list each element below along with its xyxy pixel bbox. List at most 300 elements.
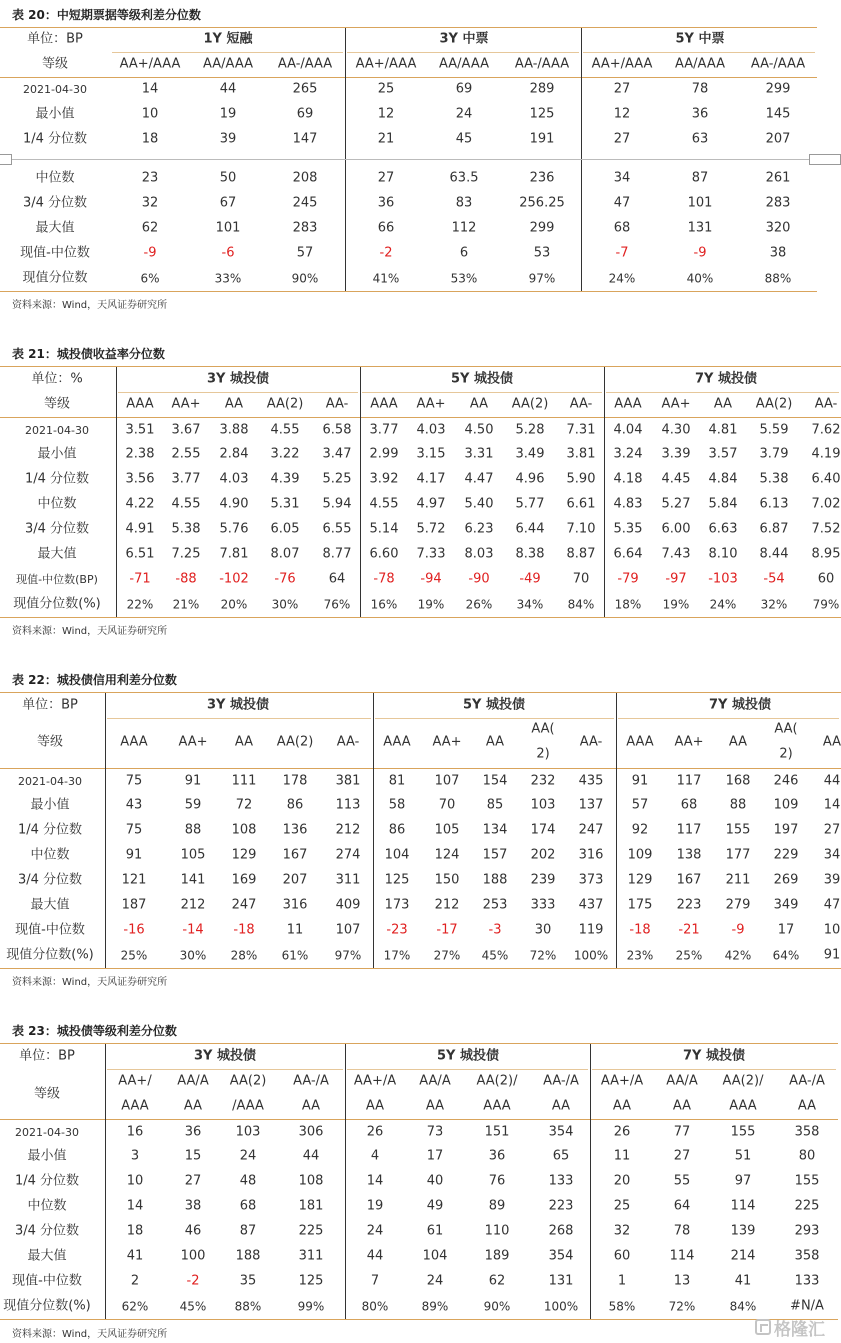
table-cell: 4.18 [613, 471, 643, 487]
table-cell: 5.90 [566, 471, 596, 487]
table-cell: 14 [126, 1198, 144, 1214]
table-cell: 10 [126, 1173, 144, 1189]
table-cell: 5.38 [171, 521, 201, 537]
table-cell: 91 [184, 773, 202, 789]
table-cell: 151 [484, 1124, 510, 1140]
table-cell: -49 [519, 571, 541, 587]
table-cell: 27 [673, 1148, 691, 1164]
table-cell: 20 [613, 1173, 631, 1189]
table-cell: 3.77 [369, 422, 399, 438]
table-cell: 212 [180, 897, 206, 913]
table-cell: 197 [773, 822, 799, 838]
group-header: 7Y 城投债 [683, 1048, 745, 1064]
table-cell: 311 [335, 872, 361, 888]
table-cell: 261 [765, 170, 791, 186]
table-cell: 80% [361, 1299, 389, 1314]
table-cell: -103 [708, 571, 738, 587]
table-cell: 6.60 [369, 546, 399, 562]
table-top-rule [0, 1043, 838, 1044]
header-bottom-rule [0, 1119, 838, 1120]
column-header-line: AA+/A [353, 1073, 397, 1089]
table-cell: 108 [298, 1173, 324, 1189]
table-cell: -23 [386, 922, 408, 938]
table-cell: 18 [126, 1223, 144, 1239]
table-cell: 150 [434, 872, 460, 888]
table-cell: 3.22 [270, 446, 300, 462]
column-header-line: AA/A [666, 1073, 698, 1089]
group-underline [375, 718, 614, 719]
table-cell: 212 [335, 822, 361, 838]
table-cell: 4.91 [125, 521, 155, 537]
table-cell: 62 [488, 1273, 506, 1289]
table-cell: 6.87 [759, 521, 789, 537]
table-cell: 88% [234, 1299, 262, 1314]
table-cell: 47 [613, 195, 631, 211]
table-cell: 66 [377, 220, 395, 236]
table-cell: 3.49 [515, 446, 545, 462]
table-cell: 2.38 [125, 446, 155, 462]
column-header-line: AA [425, 1098, 445, 1114]
table-cell: 78 [691, 81, 709, 97]
column-header: AA- [579, 734, 603, 750]
column-header-line: AA [672, 1098, 692, 1114]
group-header: 5Y 中票 [675, 31, 725, 47]
group-header: 3Y 城投债 [207, 697, 269, 713]
row-label: 现值-中位数 [15, 922, 85, 938]
table-title: 表 20：中短期票据等级利差分位数 [12, 8, 201, 22]
table-cell: -14 [182, 922, 204, 938]
column-header: AA- [569, 396, 593, 412]
table-cell: 8.38 [515, 546, 545, 562]
table-cell: -2 [379, 245, 393, 261]
column-header-line: 2) [536, 746, 550, 762]
table-cell: 105 [434, 822, 460, 838]
column-header: AA [822, 734, 841, 750]
table-cell: 7.25 [171, 546, 201, 562]
table-cell: 155 [794, 1173, 820, 1189]
column-divider [604, 367, 605, 617]
column-header: AA+ [416, 396, 446, 412]
table-cell: 4.45 [661, 471, 691, 487]
table-cell: 44 [366, 1248, 384, 1264]
table-cell: 4.22 [125, 496, 155, 512]
table-cell: 256.25 [519, 195, 565, 211]
table-cell: 265 [292, 81, 318, 97]
table-cell: 4.55 [171, 496, 201, 512]
row-label: 现值-中位数 [20, 245, 90, 261]
table-cell: 63 [691, 131, 709, 147]
table-cell: 239 [530, 872, 556, 888]
table-cell: 279 [725, 897, 751, 913]
table-cell: 68 [239, 1198, 257, 1214]
table-cell: 45 [455, 131, 473, 147]
table-top-rule [0, 692, 841, 693]
table-cell: 86 [286, 797, 304, 813]
table-cell: 4.17 [416, 471, 446, 487]
table-cell: 101 [687, 195, 713, 211]
table-cell: 4.83 [613, 496, 643, 512]
table-cell: 121 [121, 872, 147, 888]
table-cell: 80 [798, 1148, 816, 1164]
table-cell: 7.43 [661, 546, 691, 562]
source-note: 资料来源：Wind，天风证券研究所 [12, 626, 168, 637]
table-cell: 27 [823, 822, 841, 838]
table-cell: 104 [422, 1248, 448, 1264]
table-cell: 6.51 [125, 546, 155, 562]
column-header-line: AAA [729, 1098, 757, 1114]
column-header-line: AA(2)/ [722, 1073, 764, 1089]
grade-label: 等级 [36, 734, 64, 750]
page-break-line [0, 159, 841, 160]
table-cell: 19 [219, 106, 237, 122]
watermark-logo-icon [755, 1319, 771, 1335]
row-label: 现值分位数 [22, 270, 88, 286]
table-cell: 22% [126, 597, 154, 612]
unit-label: 单位：BP [22, 697, 78, 713]
table-cell: 24 [426, 1273, 444, 1289]
table-cell: 133 [794, 1273, 820, 1289]
table-cell: 27 [184, 1173, 202, 1189]
table-cell: 27 [377, 170, 395, 186]
table-cell: 68 [613, 220, 631, 236]
table-cell: 32% [760, 597, 788, 612]
table-cell: 246 [773, 773, 799, 789]
table-cell: 381 [335, 773, 361, 789]
column-header-line: AA [183, 1098, 203, 1114]
table-cell: 21 [377, 131, 395, 147]
table-cell: 154 [482, 773, 508, 789]
table-cell: 49 [426, 1198, 444, 1214]
table-cell: 232 [530, 773, 556, 789]
table-cell: 18% [614, 597, 642, 612]
table-title: 表 22：城投债信用利差分位数 [12, 673, 177, 687]
table-cell: 99% [297, 1299, 325, 1314]
table-cell: 268 [548, 1223, 574, 1239]
column-divider [345, 1044, 346, 1319]
row-label: 2021-04-30 [18, 775, 82, 789]
table-cell: 208 [292, 170, 318, 186]
table-cell: 23 [141, 170, 159, 186]
table-cell: 100 [180, 1248, 206, 1264]
table-cell: 79% [812, 597, 840, 612]
table-cell: 76 [488, 1173, 506, 1189]
table-cell: -102 [219, 571, 249, 587]
table-cell: 65 [552, 1148, 570, 1164]
table-cell: 145 [765, 106, 791, 122]
column-header: AAA [120, 734, 148, 750]
table-cell: 85 [486, 797, 504, 813]
table-cell: 4.55 [369, 496, 399, 512]
table-cell: 6.23 [464, 521, 494, 537]
table-cell: 373 [578, 872, 604, 888]
table-cell: 283 [292, 220, 318, 236]
table-cell: 6.00 [661, 521, 691, 537]
table-cell: 34 [613, 170, 631, 186]
table-bottom-rule [0, 1319, 838, 1320]
column-header: AA-/AAA [277, 56, 333, 72]
table-cell: 5.94 [322, 496, 352, 512]
row-label: 2021-04-30 [23, 83, 87, 97]
header-bottom-rule [0, 768, 841, 769]
table-cell: 104 [384, 847, 410, 863]
table-cell: 5.40 [464, 496, 494, 512]
column-header: AAA [626, 734, 654, 750]
row-label: 3/4 分位数 [17, 872, 83, 888]
table-cell: 2.84 [219, 446, 249, 462]
table-cell: 299 [529, 220, 555, 236]
table-cell: 97% [334, 948, 362, 963]
table-cell: 61% [281, 948, 309, 963]
table-cell: 10 [141, 106, 159, 122]
table-cell: 53% [450, 271, 478, 286]
table-cell: 105 [180, 847, 206, 863]
column-header: AA+ [432, 734, 462, 750]
column-header: AAA [126, 396, 154, 412]
table-cell: 141 [180, 872, 206, 888]
table-cell: 75 [125, 822, 143, 838]
table-cell: 26 [613, 1124, 631, 1140]
source-note: 资料来源：Wind，天风证券研究所 [12, 300, 168, 311]
table-cell: 117 [676, 773, 702, 789]
row-label: 最小值 [37, 446, 77, 462]
column-header: AA [485, 734, 505, 750]
table-cell: 42% [724, 948, 752, 963]
group-underline [118, 392, 358, 393]
table-cell: 354 [548, 1124, 574, 1140]
table-cell: 4.55 [270, 422, 300, 438]
table-cell: -9 [693, 245, 707, 261]
table-cell: 88 [184, 822, 202, 838]
table-cell: 4.97 [416, 496, 446, 512]
table-cell: 136 [282, 822, 308, 838]
table-cell: 269 [773, 872, 799, 888]
column-divider [116, 367, 117, 617]
table-cell: 5.76 [219, 521, 249, 537]
column-header: AA+ [171, 396, 201, 412]
table-cell: 131 [548, 1273, 574, 1289]
table-cell: 45% [481, 948, 509, 963]
table-cell: 6.05 [270, 521, 300, 537]
header-bottom-rule [0, 417, 841, 418]
group-header: 7Y 城投债 [695, 371, 757, 387]
table-cell: 57 [296, 245, 314, 261]
group-header: 3Y 城投债 [194, 1048, 256, 1064]
table-cell: 61 [426, 1223, 444, 1239]
source-note: 资料来源：Wind，天风证券研究所 [12, 977, 168, 988]
table-cell: 3.31 [464, 446, 494, 462]
table-cell: 5.25 [322, 471, 352, 487]
table-cell: 4.03 [416, 422, 446, 438]
table-cell: 60 [613, 1248, 631, 1264]
table-cell: 90% [483, 1299, 511, 1314]
table-cell: 27 [613, 81, 631, 97]
table-cell: 283 [765, 195, 791, 211]
table-cell: 88 [729, 797, 747, 813]
column-header-line: AA( [531, 721, 555, 737]
group-header: 7Y 城投债 [709, 697, 771, 713]
table-cell: 48 [239, 1173, 257, 1189]
table-cell: -78 [373, 571, 395, 587]
column-header: AA+/AAA [591, 56, 653, 72]
table-cell: 32 [613, 1223, 631, 1239]
table-cell: 70 [438, 797, 456, 813]
table-cell: 4.81 [708, 422, 738, 438]
table-cell: 245 [292, 195, 318, 211]
table-cell: -6 [221, 245, 235, 261]
table-cell: 84% [729, 1299, 757, 1314]
table-cell: 6.64 [613, 546, 643, 562]
column-header-line: AA [365, 1098, 385, 1114]
table-cell: 25% [120, 948, 148, 963]
column-header-line: AA/A [177, 1073, 209, 1089]
row-label: 3/4 分位数 [24, 521, 90, 537]
table-cell: 36 [377, 195, 395, 211]
table-cell: 155 [725, 822, 751, 838]
table-cell: 38 [184, 1198, 202, 1214]
column-header: AA/AAA [439, 56, 489, 72]
table-cell: 27 [613, 131, 631, 147]
table-cell: 30% [271, 597, 299, 612]
table-cell: 3.15 [416, 446, 446, 462]
table-cell: 8.87 [566, 546, 596, 562]
column-header: AA- [336, 734, 360, 750]
table-cell: 7.02 [811, 496, 841, 512]
table-cell: 87 [691, 170, 709, 186]
table-cell: 36 [691, 106, 709, 122]
table-cell: 41 [126, 1248, 144, 1264]
table-cell: 131 [687, 220, 713, 236]
table-cell: 189 [484, 1248, 510, 1264]
group-header: 3Y 城投债 [207, 371, 269, 387]
table-cell: 187 [121, 897, 147, 913]
table-cell: 33% [214, 271, 242, 286]
table-cell: 75 [125, 773, 143, 789]
table-cell: 4.03 [219, 471, 249, 487]
table-cell: 229 [773, 847, 799, 863]
table-cell: 34% [516, 597, 544, 612]
column-header-line: AA [797, 1098, 817, 1114]
table-cell: 316 [282, 897, 308, 913]
table-cell: 78 [673, 1223, 691, 1239]
table-cell: 30% [179, 948, 207, 963]
table-cell: 6 [459, 245, 469, 261]
table-cell: -94 [420, 571, 442, 587]
group-underline [583, 52, 815, 53]
group-header: 5Y 城投债 [437, 1048, 499, 1064]
row-label: 1/4 分位数 [14, 1173, 80, 1189]
grade-label: 等级 [33, 1086, 61, 1102]
table-cell: 4 [370, 1148, 380, 1164]
table-cell: 6.40 [811, 471, 841, 487]
table-cell: 1 [617, 1273, 627, 1289]
table-cell: 207 [282, 872, 308, 888]
column-header: AA- [814, 396, 838, 412]
grade-label: 等级 [41, 56, 69, 72]
table-cell: 4.50 [464, 422, 494, 438]
table-cell: 26 [366, 1124, 384, 1140]
table-cell: 5.31 [270, 496, 300, 512]
table-cell: 41% [372, 271, 400, 286]
table-cell: 157 [482, 847, 508, 863]
row-label: 1/4 分位数 [22, 131, 88, 147]
page-break-marker [809, 154, 841, 165]
table-cell: -88 [175, 571, 197, 587]
table-cell: 211 [725, 872, 751, 888]
table-cell: 92 [631, 822, 649, 838]
column-header-line: AA-/A [293, 1073, 329, 1089]
column-divider [373, 693, 374, 968]
table-cell: 134 [482, 822, 508, 838]
table-cell: 36 [184, 1124, 202, 1140]
table-cell: 225 [298, 1223, 324, 1239]
column-divider [360, 367, 361, 617]
table-cell: 91 [631, 773, 649, 789]
table-cell: 12 [377, 106, 395, 122]
table-cell: 3.79 [759, 446, 789, 462]
table-cell: 167 [282, 847, 308, 863]
column-header-line: AAA [483, 1098, 511, 1114]
table-cell: 110 [484, 1223, 510, 1239]
table-cell: 21% [172, 597, 200, 612]
table-cell: 103 [235, 1124, 261, 1140]
table-cell: 40% [686, 271, 714, 286]
table-cell: 5.27 [661, 496, 691, 512]
table-cell: 437 [578, 897, 604, 913]
table-cell: 108 [231, 822, 257, 838]
column-header-line: AA-/A [543, 1073, 579, 1089]
table-cell: 8.44 [759, 546, 789, 562]
table-cell: 101 [215, 220, 241, 236]
row-label: 中位数 [37, 496, 77, 512]
table-cell: 188 [235, 1248, 261, 1264]
table-cell: 124 [434, 847, 460, 863]
unit-label: 单位：BP [19, 1048, 75, 1064]
table-cell: 137 [578, 797, 604, 813]
table-cell: -2 [186, 1273, 200, 1289]
group-header: 5Y 城投债 [451, 371, 513, 387]
table-cell: -21 [678, 922, 700, 938]
table-cell: 435 [578, 773, 604, 789]
table-cell: 24% [608, 271, 636, 286]
table-cell: 100% [573, 948, 609, 963]
table-cell: 27% [433, 948, 461, 963]
table-cell: -7 [615, 245, 629, 261]
row-label: 最小值 [30, 797, 70, 813]
table-cell: 5.72 [416, 521, 446, 537]
table-cell: -18 [233, 922, 255, 938]
table-cell: 62% [121, 1299, 149, 1314]
table-cell: 44 [302, 1148, 320, 1164]
table-cell: 77 [673, 1124, 691, 1140]
table-cell: 100% [543, 1299, 579, 1314]
table-cell: 3.24 [613, 446, 643, 462]
table-cell: -18 [629, 922, 651, 938]
column-header-line: AA [301, 1098, 321, 1114]
table-cell: 47 [823, 897, 841, 913]
table-cell: 191 [529, 131, 555, 147]
table-cell: 39 [823, 872, 841, 888]
table-cell: 3.81 [566, 446, 596, 462]
table-cell: 169 [231, 872, 257, 888]
table-cell: 6.13 [759, 496, 789, 512]
table-cell: 2.55 [171, 446, 201, 462]
column-header: AAA [370, 396, 398, 412]
table-cell: 3.77 [171, 471, 201, 487]
column-header: AA [224, 396, 244, 412]
table-cell: 5.59 [759, 422, 789, 438]
table-cell: 223 [676, 897, 702, 913]
column-header: AAA [614, 396, 642, 412]
